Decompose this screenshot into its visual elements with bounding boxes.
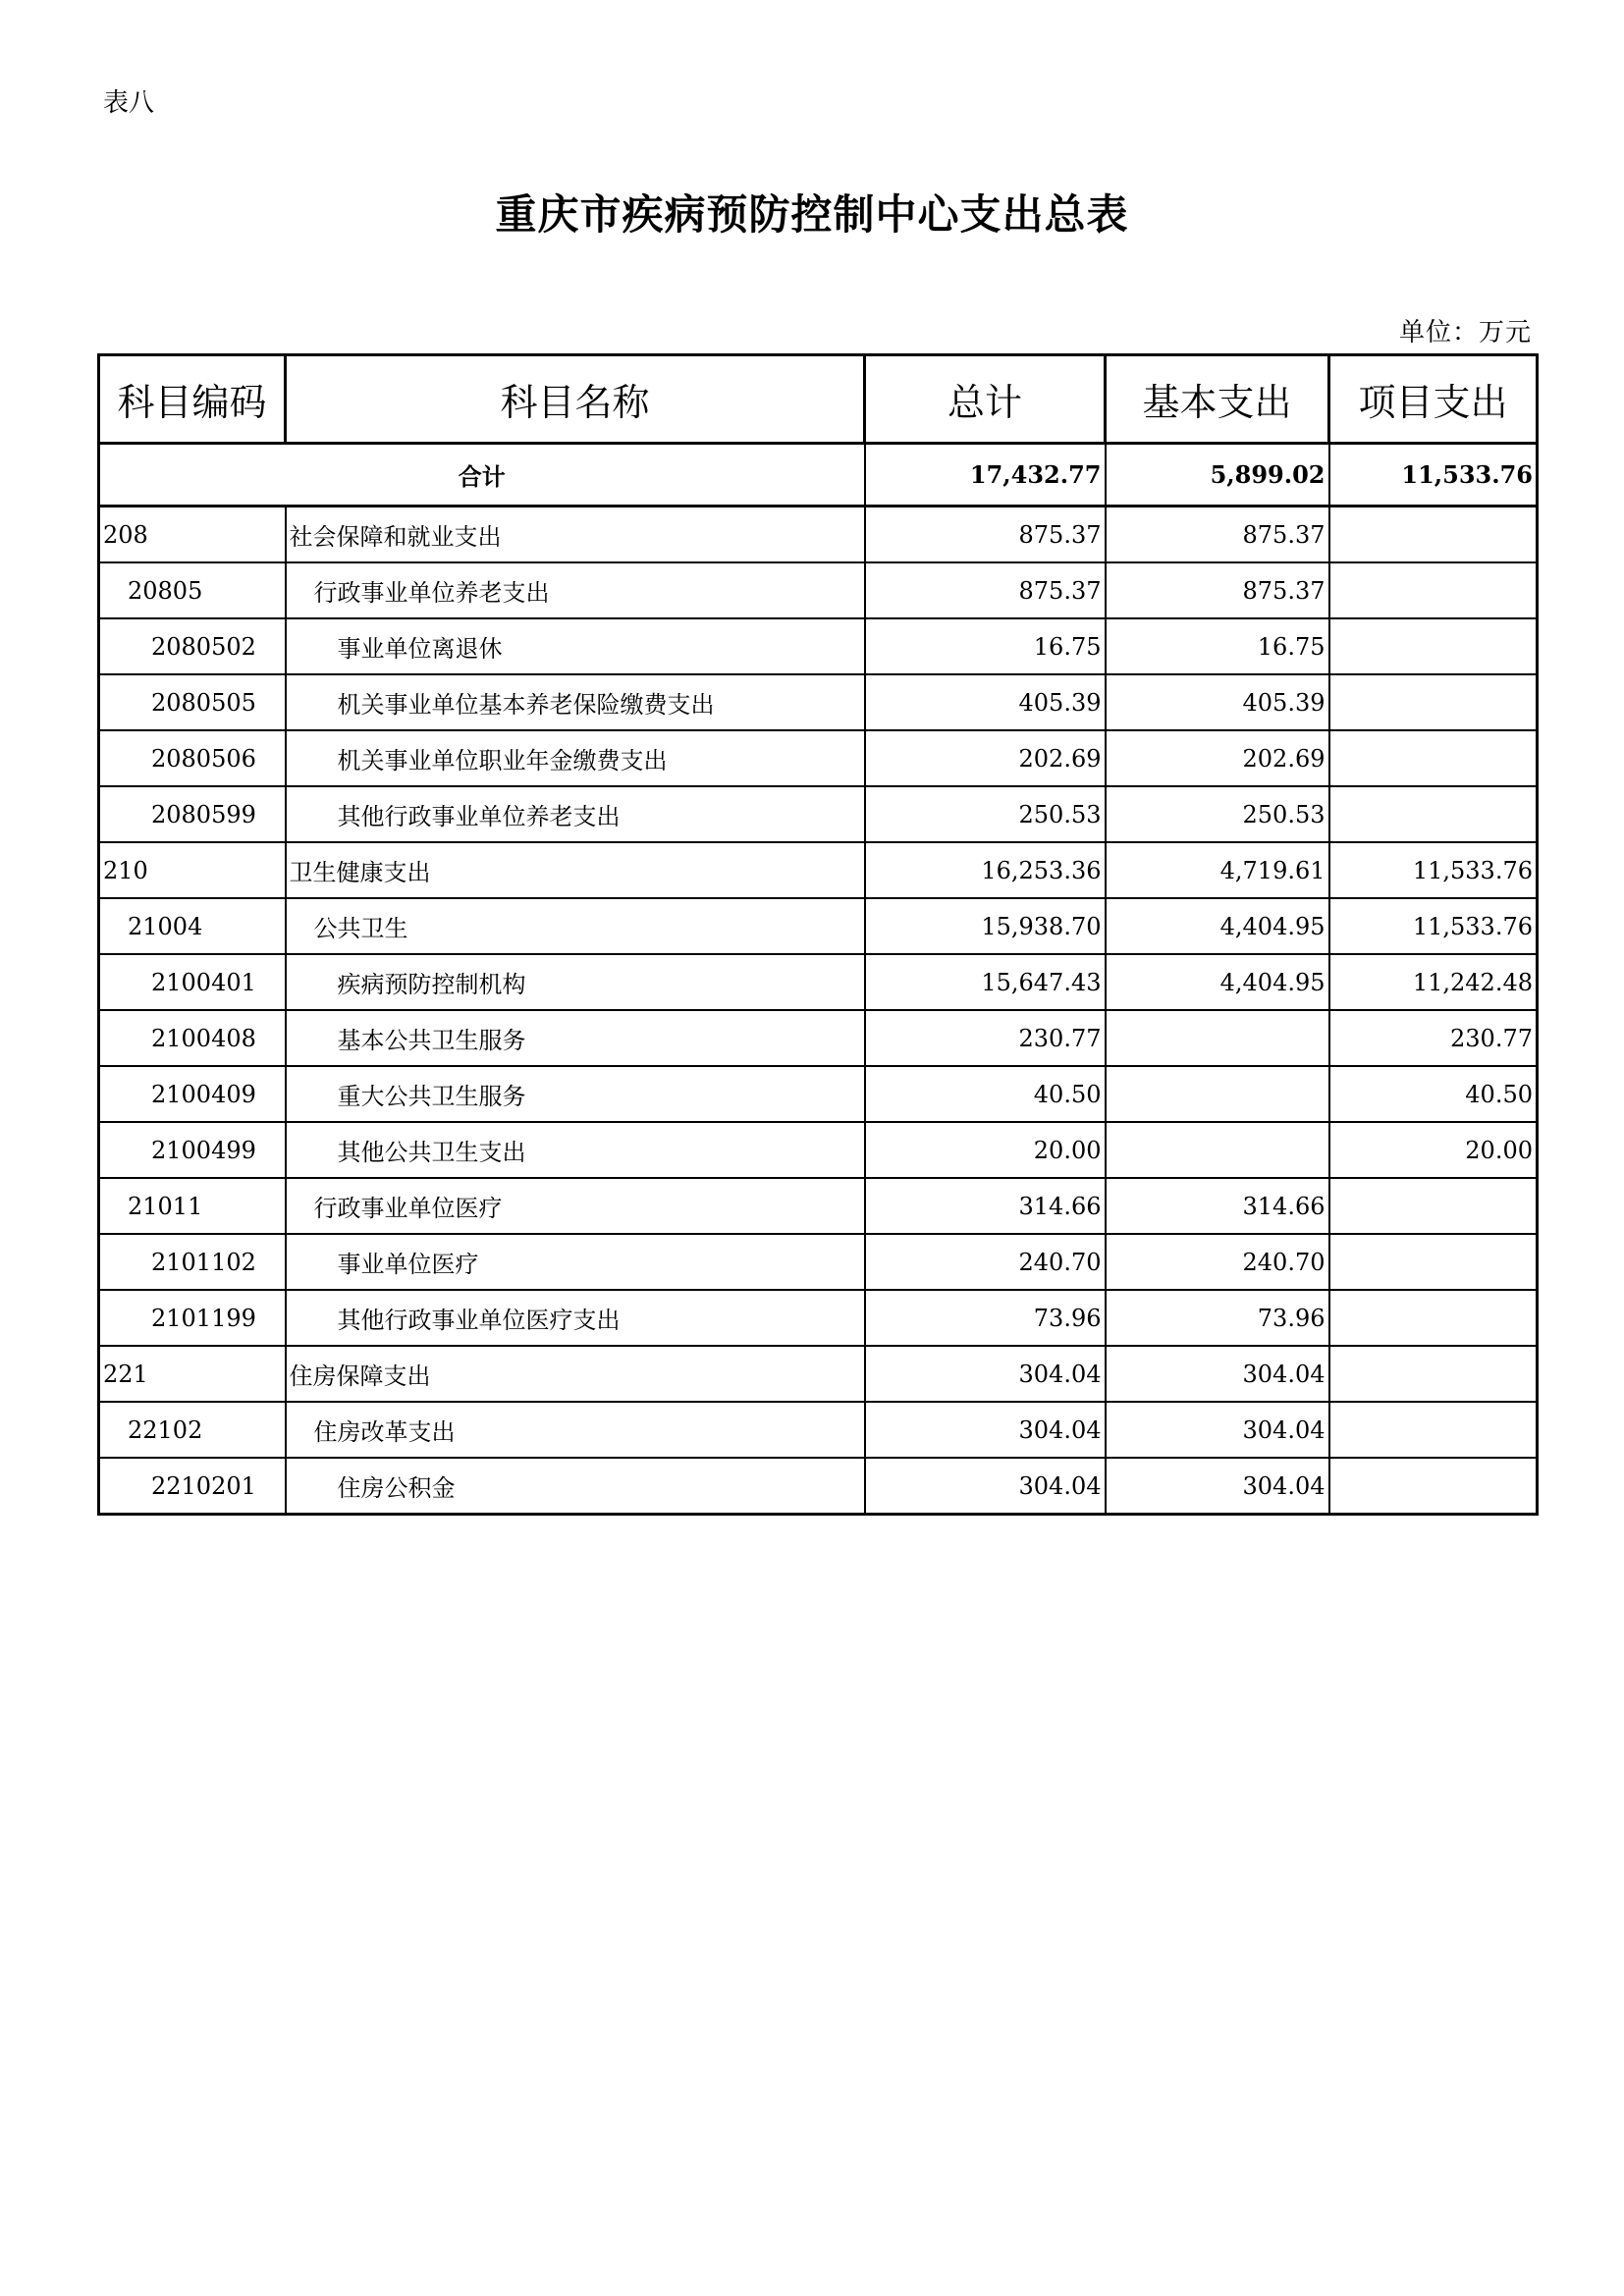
row-code: 221 [99,1346,286,1402]
row-name: 行政事业单位养老支出 [286,562,865,618]
row-project: 11,533.76 [1329,842,1538,898]
row-total: 202.69 [865,730,1106,786]
row-total: 15,647.43 [865,954,1106,1010]
row-total: 40.50 [865,1066,1106,1122]
total-total: 17,432.77 [865,444,1106,507]
row-name: 机关事业单位职业年金缴费支出 [286,730,865,786]
row-name: 社会保障和就业支出 [286,507,865,563]
header-name: 科目名称 [286,355,865,444]
page-label: 表八 [103,88,155,118]
row-total: 20.00 [865,1122,1106,1178]
total-label: 合计 [99,444,865,507]
table-row [99,1290,1538,1346]
row-total: 875.37 [865,507,1106,563]
row-code: 2080505 [99,674,286,730]
row-name: 重大公共卫生服务 [286,1066,865,1122]
row-basic [1106,1122,1329,1178]
row-project: 11,533.76 [1329,898,1538,954]
row-project [1329,1178,1538,1234]
row-name: 其他公共卫生支出 [286,1122,865,1178]
table-row [99,1178,1538,1234]
row-code: 208 [99,507,286,563]
row-name: 事业单位医疗 [286,1234,865,1290]
row-name: 住房改革支出 [286,1402,865,1458]
row-name: 机关事业单位基本养老保险缴费支出 [286,674,865,730]
row-total: 304.04 [865,1458,1106,1515]
row-basic: 240.70 [1106,1234,1329,1290]
row-code: 20805 [99,562,286,618]
row-code: 2100409 [99,1066,286,1122]
row-project: 20.00 [1329,1122,1538,1178]
row-project: 230.77 [1329,1010,1538,1066]
table-row [99,730,1538,786]
row-basic: 73.96 [1106,1290,1329,1346]
table-row [99,1234,1538,1290]
row-total: 314.66 [865,1178,1106,1234]
row-basic: 4,404.95 [1106,954,1329,1010]
table-row [99,507,1538,563]
row-total: 875.37 [865,562,1106,618]
row-code: 2100408 [99,1010,286,1066]
row-code: 210 [99,842,286,898]
row-basic: 202.69 [1106,730,1329,786]
row-name: 行政事业单位医疗 [286,1178,865,1234]
row-code: 2080502 [99,618,286,674]
row-name: 其他行政事业单位医疗支出 [286,1290,865,1346]
row-code: 2210201 [99,1458,286,1515]
row-total: 304.04 [865,1346,1106,1402]
row-project [1329,1402,1538,1458]
row-code: 21011 [99,1178,286,1234]
total-project: 11,533.76 [1329,444,1538,507]
row-project [1329,786,1538,842]
table-row [99,1402,1538,1458]
row-code: 2080599 [99,786,286,842]
row-basic: 405.39 [1106,674,1329,730]
table-row [99,898,1538,954]
table-row [99,1066,1538,1122]
row-name: 卫生健康支出 [286,842,865,898]
row-code: 21004 [99,898,286,954]
row-basic: 875.37 [1106,562,1329,618]
row-basic [1106,1010,1329,1066]
header-row [99,355,1538,444]
table-row [99,842,1538,898]
row-total: 240.70 [865,1234,1106,1290]
row-name: 事业单位离退休 [286,618,865,674]
row-basic: 250.53 [1106,786,1329,842]
total-row [99,444,1538,507]
row-code: 2101102 [99,1234,286,1290]
row-project [1329,1290,1538,1346]
row-total: 15,938.70 [865,898,1106,954]
row-basic: 304.04 [1106,1346,1329,1402]
row-project [1329,674,1538,730]
row-total: 250.53 [865,786,1106,842]
header-basic: 基本支出 [1106,355,1329,444]
table-row [99,954,1538,1010]
table-row [99,674,1538,730]
row-basic: 304.04 [1106,1458,1329,1515]
row-project [1329,618,1538,674]
row-project [1329,1234,1538,1290]
row-name: 住房公积金 [286,1458,865,1515]
row-name: 住房保障支出 [286,1346,865,1402]
header-total: 总计 [865,355,1106,444]
unit-label: 单位：万元 [1398,318,1532,347]
row-basic: 314.66 [1106,1178,1329,1234]
row-name: 公共卫生 [286,898,865,954]
table-row [99,1346,1538,1402]
row-basic: 16.75 [1106,618,1329,674]
row-project [1329,1346,1538,1402]
row-code: 2080506 [99,730,286,786]
row-name: 疾病预防控制机构 [286,954,865,1010]
table-row [99,1122,1538,1178]
row-total: 405.39 [865,674,1106,730]
header-project: 项目支出 [1329,355,1538,444]
row-total: 16,253.36 [865,842,1106,898]
row-code: 2100401 [99,954,286,1010]
row-basic: 4,719.61 [1106,842,1329,898]
row-name: 基本公共卫生服务 [286,1010,865,1066]
row-project [1329,730,1538,786]
row-total: 304.04 [865,1402,1106,1458]
row-basic: 304.04 [1106,1402,1329,1458]
row-project: 11,242.48 [1329,954,1538,1010]
page-title: 重庆市疾病预防控制中心支出总表 [495,190,1129,239]
table-row [99,786,1538,842]
expenditure-table [97,353,1539,1516]
row-project [1329,507,1538,563]
row-code: 2101199 [99,1290,286,1346]
table-row [99,1458,1538,1515]
table-row [99,562,1538,618]
row-basic [1106,1066,1329,1122]
row-basic: 875.37 [1106,507,1329,563]
row-code: 2100499 [99,1122,286,1178]
row-total: 230.77 [865,1010,1106,1066]
row-total: 16.75 [865,618,1106,674]
row-total: 73.96 [865,1290,1106,1346]
table-row [99,1010,1538,1066]
row-project [1329,1458,1538,1515]
total-basic: 5,899.02 [1106,444,1329,507]
row-project: 40.50 [1329,1066,1538,1122]
table-row [99,618,1538,674]
row-project [1329,562,1538,618]
header-code: 科目编码 [99,355,286,444]
row-name: 其他行政事业单位养老支出 [286,786,865,842]
row-code: 22102 [99,1402,286,1458]
row-basic: 4,404.95 [1106,898,1329,954]
